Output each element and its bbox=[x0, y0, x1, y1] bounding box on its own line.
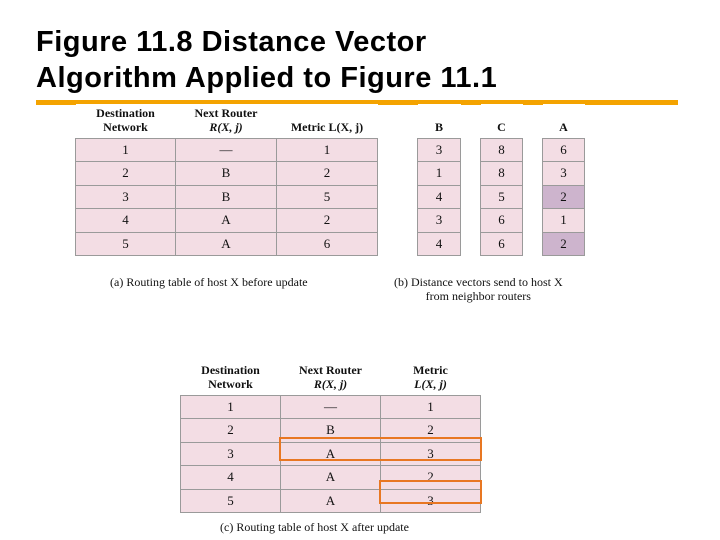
cell-vector-c: 8 bbox=[481, 162, 523, 186]
cell-metric: 2 bbox=[277, 209, 378, 233]
cell-destination: 4 bbox=[181, 466, 281, 490]
cell-next-router: B bbox=[281, 419, 381, 443]
table-row bbox=[481, 209, 523, 233]
table-row bbox=[418, 185, 461, 209]
cell-next-router: A bbox=[176, 232, 277, 256]
cell-destination: 1 bbox=[76, 138, 176, 162]
cell-vector-a: 1 bbox=[543, 209, 585, 233]
slide-title bbox=[36, 24, 696, 96]
cell-metric: 1 bbox=[381, 395, 481, 419]
distance-vector-b bbox=[417, 104, 461, 256]
cell-metric: 3 bbox=[381, 489, 481, 513]
changed-metric-highlight-row-5 bbox=[379, 480, 482, 504]
table-row bbox=[418, 162, 461, 186]
cell-metric: 2 bbox=[381, 466, 481, 490]
cell-destination: 3 bbox=[76, 185, 176, 209]
cell-vector-a-highlighted: 2 bbox=[543, 185, 585, 209]
routing-table-before bbox=[75, 104, 378, 256]
table-row bbox=[481, 185, 523, 209]
cell-next-router: — bbox=[176, 138, 277, 162]
table-row bbox=[76, 138, 378, 162]
column-header-destination: Destination Network bbox=[76, 104, 176, 138]
caption-table-b-line-1: (b) Distance vectors send to host X bbox=[394, 275, 563, 289]
table-row bbox=[418, 209, 461, 233]
caption-table-b-line-2: from neighbor routers bbox=[425, 289, 531, 303]
cell-metric: 2 bbox=[277, 162, 378, 186]
column-header-c: C bbox=[481, 104, 523, 138]
column-header-b: B bbox=[418, 104, 461, 138]
title-line-2: Algorithm Applied to Figure 11.1 bbox=[36, 62, 498, 94]
cell-vector-c: 8 bbox=[481, 138, 523, 162]
cell-vector-a-highlighted: 2 bbox=[543, 232, 585, 256]
cell-metric: 5 bbox=[277, 185, 378, 209]
cell-metric: 3 bbox=[381, 442, 481, 466]
table-row bbox=[76, 185, 378, 209]
table-row bbox=[481, 162, 523, 186]
cell-destination: 5 bbox=[181, 489, 281, 513]
column-header-next-router: Next Router R(X, j) bbox=[281, 357, 381, 395]
cell-next-router: A bbox=[281, 466, 381, 490]
cell-next-router: — bbox=[281, 395, 381, 419]
table-row bbox=[543, 138, 585, 162]
cell-metric: 6 bbox=[277, 232, 378, 256]
cell-destination: 1 bbox=[181, 395, 281, 419]
column-header-next-router: Next Router R(X, j) bbox=[176, 104, 277, 138]
cell-next-router: A bbox=[176, 209, 277, 233]
table-row bbox=[76, 232, 378, 256]
table-row bbox=[76, 209, 378, 233]
table-row bbox=[418, 232, 461, 256]
caption-table-c: (c) Routing table of host X after update bbox=[220, 520, 409, 534]
cell-vector-c: 6 bbox=[481, 209, 523, 233]
table-row bbox=[543, 162, 585, 186]
cell-destination: 4 bbox=[76, 209, 176, 233]
table-row bbox=[76, 162, 378, 186]
cell-vector-a: 3 bbox=[543, 162, 585, 186]
cell-vector-c: 6 bbox=[481, 232, 523, 256]
cell-next-router: A bbox=[281, 442, 381, 466]
distance-vector-a bbox=[542, 104, 585, 256]
cell-next-router: A bbox=[281, 489, 381, 513]
table-row bbox=[181, 395, 481, 419]
cell-vector-a: 6 bbox=[543, 138, 585, 162]
changed-route-highlight-row-3 bbox=[279, 437, 482, 461]
cell-vector-b: 3 bbox=[418, 209, 461, 233]
cell-vector-b: 4 bbox=[418, 185, 461, 209]
caption-table-b bbox=[394, 275, 563, 303]
table-row bbox=[543, 185, 585, 209]
cell-metric: 2 bbox=[381, 419, 481, 443]
cell-next-router: B bbox=[176, 185, 277, 209]
table-row bbox=[543, 209, 585, 233]
caption-table-a: (a) Routing table of host X before update bbox=[110, 275, 308, 289]
title-line-1: Figure 11.8 Distance Vector bbox=[36, 26, 427, 58]
cell-vector-b: 1 bbox=[418, 162, 461, 186]
distance-vector-c bbox=[480, 104, 523, 256]
table-row bbox=[481, 232, 523, 256]
cell-vector-b: 4 bbox=[418, 232, 461, 256]
cell-next-router: B bbox=[176, 162, 277, 186]
table-row bbox=[418, 138, 461, 162]
table-row bbox=[481, 138, 523, 162]
cell-destination: 3 bbox=[181, 442, 281, 466]
column-header-metric: Metric L(X, j) bbox=[381, 357, 481, 395]
column-header-destination: Destination Network bbox=[181, 357, 281, 395]
cell-metric: 1 bbox=[277, 138, 378, 162]
cell-destination: 2 bbox=[76, 162, 176, 186]
cell-destination: 5 bbox=[76, 232, 176, 256]
cell-destination: 2 bbox=[181, 419, 281, 443]
column-header-metric: Metric L(X, j) bbox=[277, 104, 378, 138]
column-header-a: A bbox=[543, 104, 585, 138]
cell-vector-b: 3 bbox=[418, 138, 461, 162]
table-row bbox=[543, 232, 585, 256]
cell-vector-c: 5 bbox=[481, 185, 523, 209]
